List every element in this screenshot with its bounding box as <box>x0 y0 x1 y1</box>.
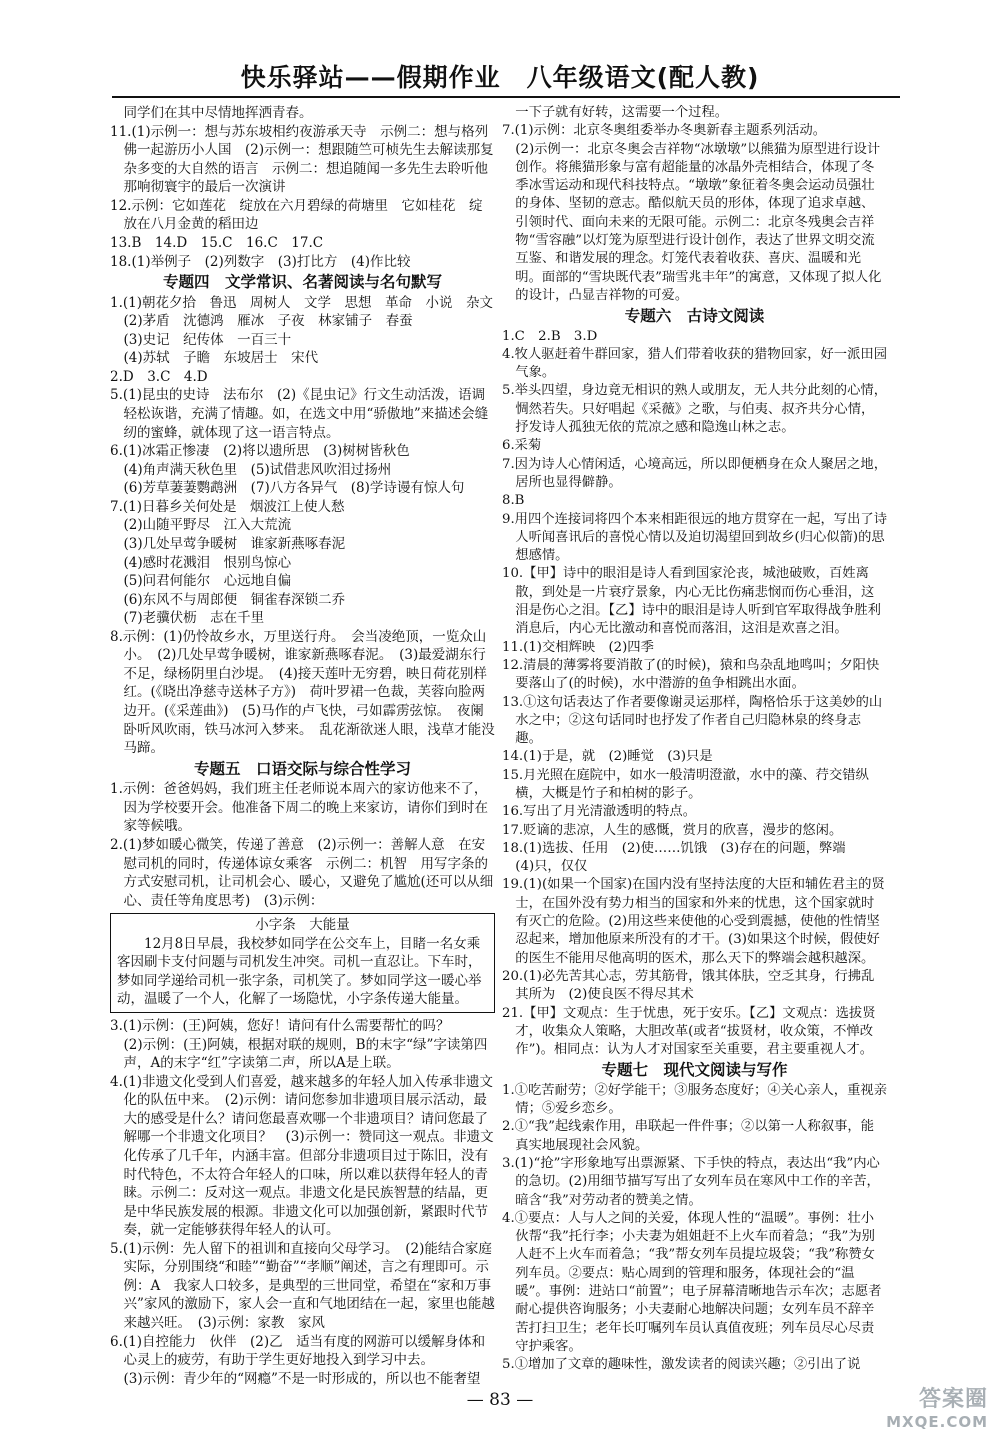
watermark-line-1: 答案圈 <box>918 1387 988 1412</box>
answer-item: 21.【甲】文观点：生于忧患，死于安乐。【乙】文观点：选拔贤才，收集众人策略，大胆改革(或者“拔贤材，收众策，不惮改作”)。相同点：认为人才对国家至关重要，君主要重视人才。 <box>502 1005 876 1058</box>
answer-item: 10.【甲】诗中的眼泪是诗人看到国家沦丧，城池破败，百姓离散，到处是一片衰疗景象，内心无比伤痛悲悯而伤心垂泪，这泪是伤心之泪。【乙】诗中的眼泪是诗人听到官军取得战争胜利消息后，内心无比激动和喜悦而落泪，这泪是欢喜之泪。 <box>502 566 881 637</box>
answer-item: 1.(1)朝花夕拾 鲁迅 周树人 文学 思想 革命 小说 杂文 <box>110 294 494 311</box>
answer-item: 6.(1)自控能力 伙伴 (2)乙 适当有度的网游可以缓解身体和心灵上的疲劳，有助于学生更好地投入到学习中去。 <box>110 1333 486 1369</box>
answer-subline: (2)示例一：北京冬奥会吉祥物“冰墩墩”以熊猫为原型进行设计创作。将熊猫形象与富有超能量的冰晶外壳相结合，体现了冬季冰雪运动和现代科技特点。“墩墩”象征着冬奥会运动员强壮的身体、坚韧的意志。酷似航天员的形体，体现了追求卓越、引领时代、面向未来的无限可能。示例二：北京冬残奥会吉祥物“雪容融”以灯笼为原型进行设计创作，表达了世界文明交流互鉴、和谐发展的理念。灯笼代表着收获、喜庆、温暖和光明。面部的“雪块既代表”瑞雪兆丰年”的寓意，又体现了拟人化的设计，凸显吉祥物的可爱。 <box>515 141 882 303</box>
header-rule <box>112 96 900 98</box>
page-header <box>0 58 1000 98</box>
answer-subline: (5)问君何能尔 心远地自偏 <box>123 573 292 590</box>
answer-item: 2.D 3.C 4.D <box>110 368 208 385</box>
answer-item: 6.采菊 <box>502 438 542 454</box>
answer-subline: (2)茅盾 沈德鸿 雁冰 子夜 林家铺子 春蚕 <box>123 313 413 330</box>
section-heading: 专题五 口语交际与综合性学习 <box>193 759 411 778</box>
watermark-logo <box>838 1382 988 1431</box>
answer-subline: (2)示例：(王)阿姨，根据对联的规则，B的末字“绿”字读第四声，A的末字“红”字读第二声，所以A是上联。 <box>123 1036 488 1072</box>
answer-item: 13.B 14.D 15.C 16.C 17.C <box>110 234 324 251</box>
answer-item: 2.(1)梦如暖心微笑，传递了善意 (2)示例一：善解人意 在安慰司机的同时，传递体谅女乘客 示例二：机智 用写字条的方式安慰司机，让司机会心、暖心，又避免了尴尬(还可以从细心、责任等角度思考) (3)示例： <box>110 836 494 909</box>
answer-subline: (4)感时花溅泪 恨别鸟惊心 <box>123 554 292 571</box>
answer-item: 7.(1)示例：北京冬奥组委举办冬奥新春主题系列活动。 <box>502 123 827 139</box>
answer-item: 3.(1)示例：(王)阿姨，您好！请问有什么需要帮忙的吗？ <box>110 1018 450 1034</box>
answer-subline: 一下子就有好转，这需要一个过程。 <box>515 105 729 120</box>
answer-item: 14.(1)于是，就 (2)睡觉 (3)只是 <box>502 749 713 765</box>
answer-subline: 同学们在其中尽情地挥洒青春。 <box>123 105 313 121</box>
answer-item: 5.举头四望，身边竟无相识的熟人或朋友，无人共分此刻的心情，惆然若失。只好唱起《采薇》之歌，与伯夷、叔齐共分心情，抒发诗人孤独无依的荒凉之感和隐逸山林之志。 <box>502 383 887 436</box>
answer-subline: (3)几处早莺争暖树 谁家新燕啄春泥 <box>123 535 346 552</box>
answer-item: 5.(1)示例：先人留下的祖训和直接向父母学习。 (2)能结合家庭实际，分别围绕“和睦”“勤奋”“孝顺”阐述，言之有理即可。示例：A 我家人口较多，是典型的三世同堂，希望在“家和万事兴”家风的激励下，家人会一直和气地团结在一起，家里也能越来越兴旺。 (3)示例：家教 家风 <box>110 1240 495 1331</box>
answer-item: 5.①增加了文章的趣味性，激发读者的阅读兴趣；②引出了说 <box>502 1357 861 1373</box>
answer-subline: (4)角声满天秋色里 (5)试借悲风吹泪过扬州 <box>123 461 392 478</box>
answer-subline: (6)芳草萋萋鹦鹉洲 (7)八方各异气 (8)学诗谩有惊人句 <box>123 480 465 497</box>
answer-item: 1.①吃苦耐劳；②好学能干；③服务态度好；④关心亲人，重视亲情；⑤爱乡恋乡。 <box>502 1082 887 1117</box>
answer-item: 8.示例：(1)仍怜故乡水，万里送行舟。 会当凌绝顶，一览众山小。 (2)几处早莺争暖树，谁家新燕啄春泥。 (3)最爱湖东行不足，绿杨阴里白沙堤。 (4)接天莲叶无穷碧，映日荷花别样红。(《晓出净慈寺送林子方》) 荷叶罗裙一色裁，芙蓉向脸两边开。(《采莲曲》) (5)马作的卢飞快，弓如霹雳弦惊。 夜阑卧听风吹雨，铁马冰河入梦来。 乱花渐欲迷人眼，浅草才能没马蹄。 <box>110 628 495 757</box>
answer-item: 1.示例：爸爸妈妈，我们班主任老师说本周六的家访他来不了，因为学校要开会。他准备下周二的晚上来家访，请你们到时在家等候哦。 <box>110 781 488 835</box>
right-column <box>502 104 887 1389</box>
left-column <box>110 104 495 1389</box>
answer-subline: (3)示例：青少年的“网瘾”不是一时形成的，所以也不能奢望 <box>123 1370 481 1387</box>
answer-subline: (3)史记 纪传体 一百三十 <box>123 331 292 348</box>
answer-item: 19.(1)(如果一个国家)在国内没有坚持法度的大臣和辅佐君主的贤士，在国外没有势力相当的国家和外来的忧患，这个国家就时有灭亡的危险。(2)用这些来使他的心受到震撼，使他的性情坚忍起来，增加他原来所没有的才干。(3)如果这个时候，假使好的医生不能用尽他高明的医术，那么天下的弊端会越积越深。 <box>502 877 885 966</box>
section-heading: 专题七 现代文阅读与写作 <box>601 1061 788 1080</box>
answer-item: 8.B <box>502 493 525 509</box>
answer-item: 18.(1)选拔、任用 (2)使……饥饿 (3)存在的问题，弊端 <box>502 840 846 856</box>
answer-item: 7.因为诗人心情闲适，心境高远，所以即便栖身在众人聚居之地，居所也显得僻静。 <box>502 456 887 490</box>
answer-item: 13.①这句话表达了作者要像谢灵运那样，陶格恰乐于这美妙的山水之中；②这句话同时也抒发了作者自己归隐林泉的终身志趣。 <box>502 694 883 747</box>
answer-item: 20.(1)必先苦其心志，劳其筋骨，饿其体肤，空乏其身，行拂乱其所为 (2)使良医不得尽其术 <box>502 968 875 1003</box>
answer-item: 4.牧人驱赶着牛群回家，猎人们带着收获的猎物回家，好一派田园气象。 <box>502 346 887 381</box>
answer-subline: (2)山随平野尽 江入大荒流 <box>123 517 292 534</box>
answer-item: 18.(1)举例子 (2)列数字 (3)打比方 (4)作比较 <box>110 253 411 270</box>
answer-item: 7.(1)日暮乡关何处是 烟波江上使人愁 <box>110 498 345 515</box>
answer-item: 12.清晨的薄雾将要消散了(的时候)，猿和鸟杂乱地鸣叫；夕阳快要落山了(的时候)，水中潜游的鱼争相跳出水面。 <box>502 657 880 692</box>
answer-item: 4.①要点：人与人之间的关爱，体现人性的“温暖”。事例：壮小伙帮“我”托行李；小夫妻为姐姐赶不上火车而着急；“我”为别人赶不上火车而着急；“我”帮女列车员提垃圾袋；“我”称赞女列车员。②要点：贴心周到的管理和服务，体现社会的“温暖”。事例：进站口“前置”；电子屏幕清晰地告示车次；志愿者耐心提供咨询服务；小夫妻耐心地解决问题；女列车员不辞辛苦打扫卫生；老年长叮嘱列车员认真值夜班；列车员尽心尽责守护乘客。 <box>502 1210 882 1354</box>
answer-item: 17.贬谪的悲凉，人生的感慨，赏月的欣喜，漫步的悠闲。 <box>502 822 843 838</box>
answer-subline: (6)东风不与周郎便 铜雀春深锁二乔 <box>123 591 346 608</box>
news-box-title: 小字条 大能量 <box>255 917 350 934</box>
answer-item: 2.①“我”起线索作用，串联起一件件事；②以第一人称叙事，能真实地展现社会风貌。 <box>502 1119 875 1153</box>
answer-item: 6.(1)冰霜正惨凄 (2)将以遗所思 (3)树树皆秋色 <box>110 443 410 460</box>
answer-subline: (4)苏轼 子瞻 东坡居士 宋代 <box>123 350 319 367</box>
answer-item: 11.(1)示例一：想与苏东坡相约夜游承天寺 示例二：想与格列佛一起游历小人国 (2)示例一：想跟随竺可桢先生去解读那复杂多变的大自然的语言 示例二：想追随闻一多先生去聆听他那响彻寰宇的最后一次演讲 <box>110 123 494 196</box>
answer-item: 11.(1)交相辉映 (2)四季 <box>502 639 654 655</box>
news-box <box>110 913 495 1013</box>
answer-item: 16.写出了月光清澈透明的特点。 <box>502 804 697 820</box>
answer-item: 1.C 2.B 3.D <box>502 328 598 344</box>
answer-item: 5.(1)昆虫的史诗 法布尔 (2)《昆虫记》行文生动活泼，语调轻松诙谐，充满了情趣。如，在选文中用“骄傲地”来描述会缝纫的蜜蜂，就体现了这一语言特点。 <box>110 387 489 441</box>
watermark-line-2: MXQE.COM <box>886 1413 988 1431</box>
section-heading: 专题四 文学常识、名著阅读与名句默写 <box>162 273 442 292</box>
answer-item: 3.(1)“抢”字形象地写出票源紧、下手快的特点，表达出“我”内心的急切。(2)用细节描写写出了女列车员在寒风中工作的辛苦，暗含“我”对劳动者的赞美之情。 <box>502 1155 880 1208</box>
news-box-text: 12月8日早晨，我校梦如同学在公交车上，目睹一名女乘客因刷卡支付问题与司机发生冲突。司机一直忍让。下车时，梦如同学递给司机一张字条，司机笑了。梦如同学这一暖心举动，温暖了一个人，化解了一场隐忧，小字条传递大能量。 <box>117 935 482 1008</box>
answer-subline: (4)只，仅仅 <box>515 859 588 875</box>
answer-item: 15.月光照在庭院中，如水一般清明澄澈，水中的藻、荇交错纵横，大概是竹子和柏树的影子。 <box>502 767 869 801</box>
page-title: 快乐驿站——假期作业 八年级语文(配人教) <box>240 63 760 92</box>
section-heading: 专题六 古诗文阅读 <box>624 307 765 326</box>
answer-item: 12.示例：它如莲花 绽放在六月碧绿的荷塘里 它如桂花 绽放在八月金黄的稻田边 <box>110 197 483 233</box>
answer-subline: (7)老骥伏枥 志在千里 <box>123 610 265 627</box>
answer-item: 9.用四个连接词将四个本来相距很远的地方贯穿在一起，写出了诗人听闻喜讯后的喜悦心情以及迫切渴望回到故乡(归心似箭)的思想感情。 <box>502 511 887 564</box>
answer-item: 4.(1)非遗文化受到人们喜爱，越来越多的年轻人加入传承非遗文化的队伍中来。 (2)示例：请问您参加非遗项目展示活动，最大的感受是什么？请问您最喜欢哪一个非遗项目？请问您最了解哪一个非遗文化项目？ (3)示例一：赞同这一观点。非遗文化传承了几千年，内涵丰富。但部分非遗项目过于陈旧，没有时代特色，不太符合年轻人的口味，所以难以获得年轻人的青睐。示例二：反对这一观点。非遗文化是民族智慧的结晶，更是中华民族发展的根源。非遗文化可以加强创新，紧跟时代节奏，就一定能够获得年轻人的认可。 <box>110 1073 494 1239</box>
page-number: — 83 — <box>466 1390 534 1410</box>
